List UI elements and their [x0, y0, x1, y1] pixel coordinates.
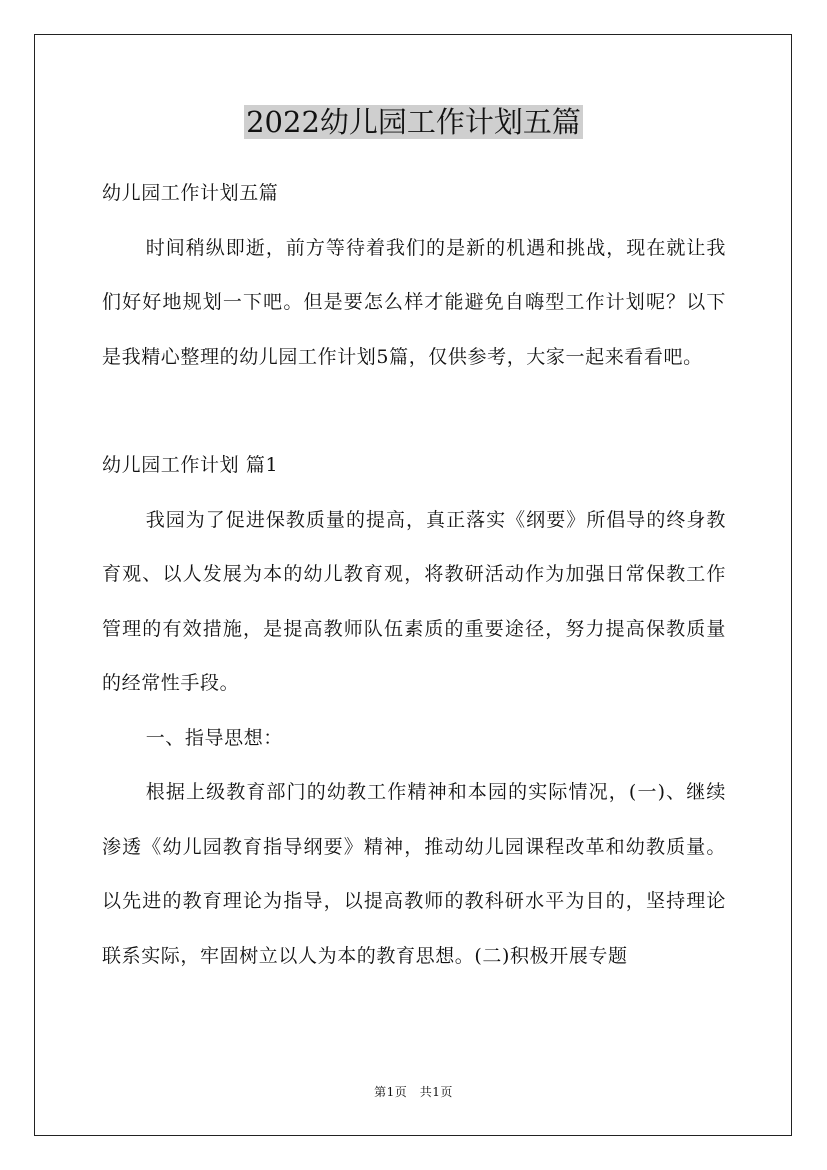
subheading-guiding-ideas: 一、指导思想：	[145, 726, 283, 749]
document-title	[0, 100, 827, 144]
section-gap	[102, 384, 726, 438]
document-body	[102, 166, 726, 983]
body-paragraph-1: 我园为了促进保教质量的提高，真正落实《纲要》所倡导的终身教育观、以人发展为本的幼儿教育观，将教研活动作为加强日常保教工作管理的有效措施，是提高教师队伍素质的重要途径，努力提高保教质量的经常性手段。	[102, 508, 726, 694]
intro-paragraph: 时间稍纵即逝，前方等待着我们的是新的机遇和挑战，现在就让我们好好地规划一下吧。但是要怎么样才能避免自嗨型工作计划呢？以下是我精心整理的幼儿园工作计划5篇，仅供参考，大家一起来看看吧。	[102, 236, 726, 368]
body-paragraph-2: 根据上级教育部门的幼教工作精神和本园的实际情况，(一)、继续渗透《幼儿园教育指导纲要》精神，推动幼儿园课程改革和幼教质量。以先进的教育理论为指导，以提高教师的教科研水平为目的，坚持理论联系实际，牢固树立以人为本的教育思想。(二)积极开展专题	[102, 781, 726, 967]
document-title-text: 2022幼儿园工作计划五篇	[246, 105, 581, 139]
page-footer: 第1页 共1页	[374, 1085, 453, 1099]
section-heading: 幼儿园工作计划 篇1	[102, 454, 279, 476]
subtitle: 幼儿园工作计划五篇	[102, 182, 279, 204]
